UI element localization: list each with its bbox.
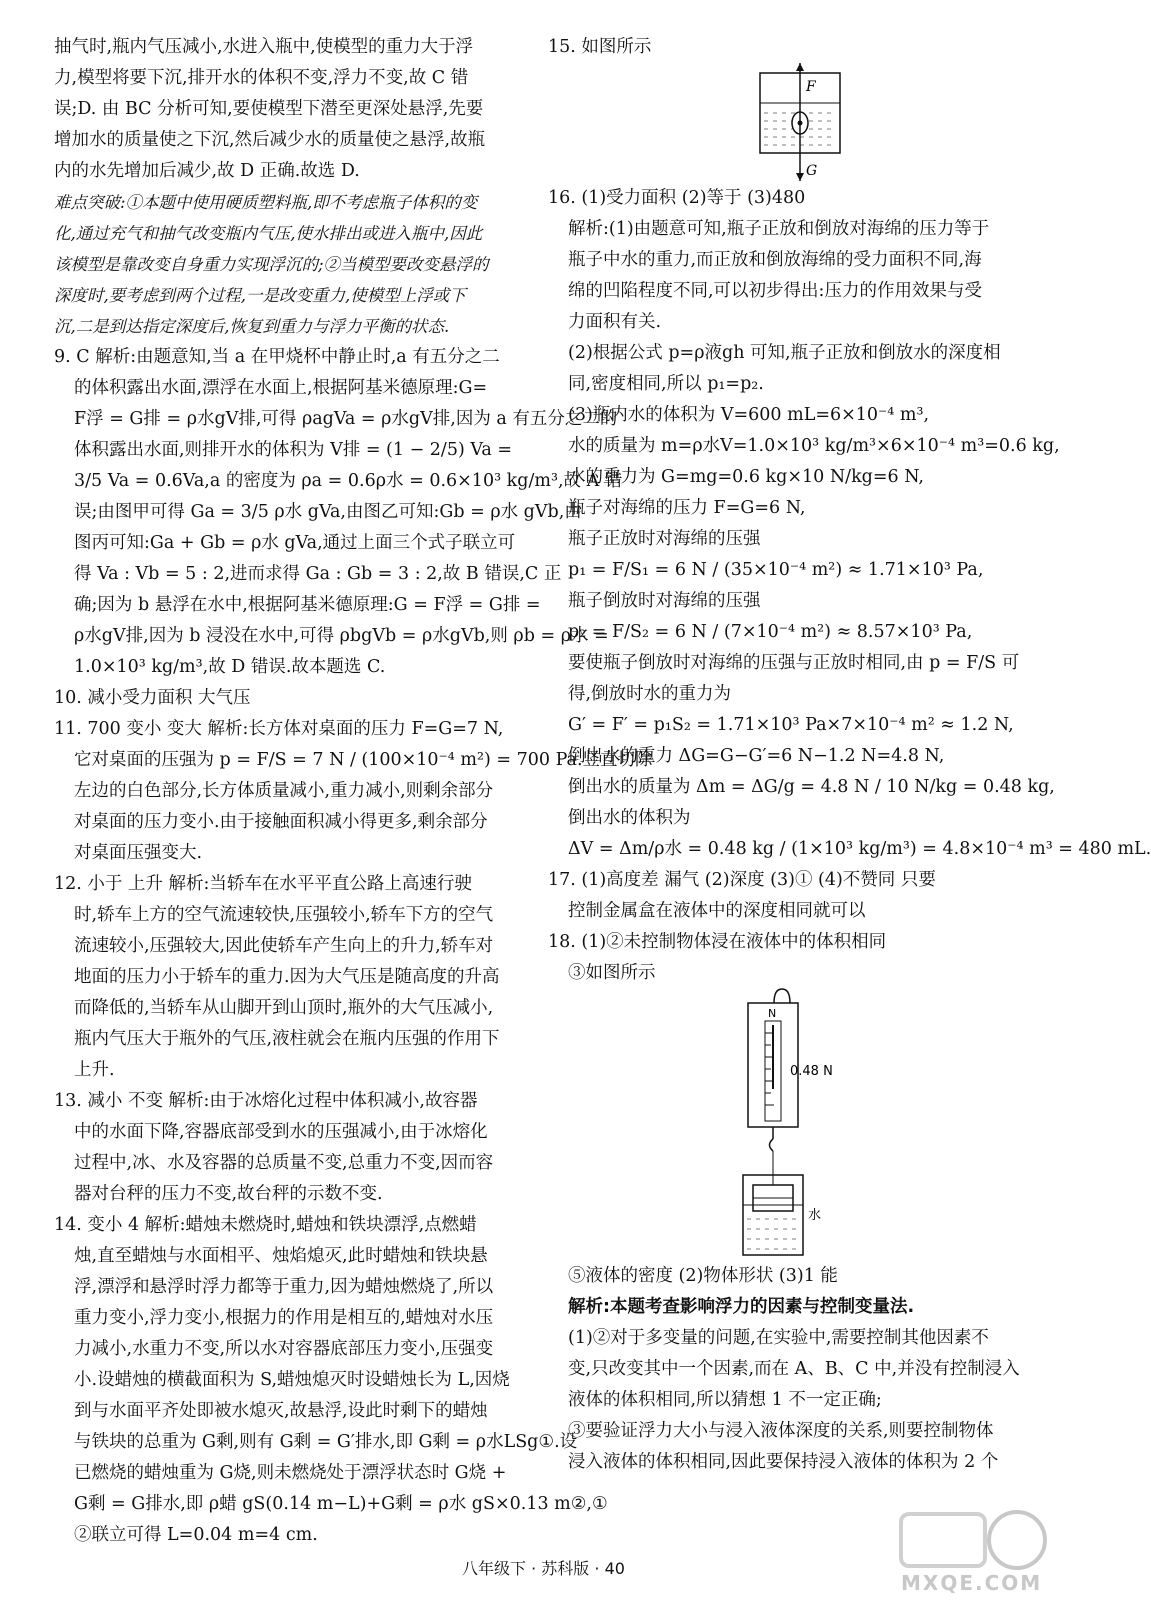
text-line: 器对台秤的压力不变,故台秤的示数不变. <box>74 1184 383 1204</box>
text-line: 时,轿车上方的空气流速较快,压强较小,轿车下方的空气 <box>74 905 494 925</box>
text-line: 流速较小,压强较大,因此使轿车产生向上的升力,轿车对 <box>74 936 494 956</box>
scale-N-label: N <box>768 1007 777 1020</box>
text-line: 水的质量为 m=ρ水V=1.0×10³ kg/m³×6×10⁻⁴ m³=0.6 kg, <box>568 436 1060 456</box>
text-line: 对桌面压强变大. <box>74 843 203 863</box>
text-line: 该模型是靠改变自身重力实现浮沉的;②当模型要改变悬浮的 <box>54 255 489 274</box>
text-line: 确;因为 b 悬浮在水中,根据阿基米德原理:G = F浮 = G排 = <box>74 595 541 615</box>
text-line: p₁ = F/S₁ = 6 N / (35×10⁻⁴ m²) ≈ 1.71×10³ Pa, <box>568 560 984 580</box>
question-18-continued <box>548 1261 1038 1478</box>
text-line: ③如图所示 <box>568 963 656 983</box>
text-line: F浮 = G排 = ρ水gV排,可得 ρagVa = ρ水gV排,因为 a 有五分之二的 <box>74 409 618 429</box>
page-footer: 八年级下 · 苏科版 · 40 <box>462 1559 625 1578</box>
text-line: 瓶子倒放时对海绵的压强 <box>568 591 761 611</box>
text-line: 而降低的,当轿车从山脚开到山顶时,瓶外的大气压减小, <box>74 998 494 1018</box>
text-line: 液体的体积相同,所以猜想 1 不一定正确; <box>568 1390 882 1410</box>
text-line: 对桌面的压力变小.由于接触面积减小得更多,剩余部分 <box>74 812 488 832</box>
question-15 <box>548 32 1038 63</box>
text-line: 已燃烧的蜡烛重为 G烧,则未燃烧处于漂浮状态时 G烧 + <box>74 1463 507 1483</box>
text-line: 内的水先增加后减少,故 D 正确.故选 D. <box>54 161 360 181</box>
text-line: ΔV = Δm/ρ水 = 0.48 kg / (1×10³ kg/m³) = 4.8×10⁻⁴ m³ = 480 mL. <box>568 839 1151 859</box>
figure-18-spring-scale <box>548 989 1038 1261</box>
text-line: 17. (1)高度差 漏气 (2)深度 (3)① (4)不赞同 只要 <box>548 870 936 890</box>
text-line: 10. 减小受力面积 大气压 <box>54 688 251 708</box>
text-line: 12. 小于 上升 解析:当轿车在水平平直公路上高速行驶 <box>54 874 472 894</box>
text-line: 误;由图甲可得 Ga = 3/5 ρ水 gVa,由图乙可知:Gb = ρ水 gVb,由 <box>74 502 582 522</box>
text-line: 得 Va : Vb = 5 : 2,进而求得 Ga : Gb = 3 : 2,故 B 错误,C 正 <box>74 564 562 584</box>
text-line: 变,只改变其中一个因素,而在 A、B、C 中,并没有控制浸入 <box>568 1359 1020 1379</box>
text-line: 瓶子中水的重力,而正放和倒放海绵的受力面积不同,海 <box>568 250 982 270</box>
text-line: 抽气时,瓶内气压减小,水进入瓶中,使模型的重力大于浮 <box>54 37 474 57</box>
text-line: p₂ = F/S₂ = 6 N / (7×10⁻⁴ m²) ≈ 8.57×10³ Pa, <box>568 622 973 642</box>
text-line: 倒出水的重力 ΔG=G−G′=6 N−1.2 N=4.8 N, <box>568 746 945 766</box>
text-line: (2)根据公式 p=ρ液gh 可知,瓶子正放和倒放水的深度相 <box>568 343 1001 363</box>
text-line: 解析:(1)由题意可知,瓶子正放和倒放对海绵的压力等于 <box>568 219 990 239</box>
text-line: 水的重力为 G=mg=0.6 kg×10 N/kg=6 N, <box>568 467 924 487</box>
scale-reading-label: 0.48 N <box>790 1064 833 1079</box>
text-line: 重力变小,浮力变小,根据力的作用是相互的,蜡烛对水压 <box>74 1308 494 1328</box>
text-line: 13. 减小 不变 解析:由于冰熔化过程中体积减小,故容器 <box>54 1091 478 1111</box>
watermark-logo <box>897 1500 1047 1595</box>
text-line: 力面积有关. <box>568 312 662 332</box>
text-line: 浮,漂浮和悬浮时浮力都等于重力,因为蜡烛燃烧了,所以 <box>74 1277 494 1297</box>
text-line: 浸入液体的体积相同,因此要保持浸入液体的体积为 2 个 <box>568 1452 999 1472</box>
text-line: 深度时,要考虑到两个过程,一是改变重力,使模型上浮或下 <box>54 286 466 305</box>
svg-text:MXQE.COM: MXQE.COM <box>901 1571 1043 1595</box>
text-line: 解析:本题考查影响浮力的因素与控制变量法. <box>568 1297 915 1317</box>
text-line: 沉,二是到达指定深度后,恢复到重力与浮力平衡的状态. <box>54 317 450 336</box>
text-line: 增加水的质量使之下沉,然后减少水的质量使之悬浮,故瓶 <box>54 130 486 150</box>
text-line: 14. 变小 4 解析:蜡烛未燃烧时,蜡烛和铁块漂浮,点燃蜡 <box>54 1215 477 1235</box>
text-line: 过程中,冰、水及容器的总质量不变,总重力不变,因而容 <box>74 1153 494 1173</box>
text-line: 中的水面下降,容器底部受到水的压强减小,由于冰熔化 <box>74 1122 488 1142</box>
text-line: 控制金属盒在液体中的深度相同就可以 <box>568 901 866 921</box>
text-line: 1.0×10³ kg/m³,故 D 错误.故本题选 C. <box>74 657 386 677</box>
text-line: 误;D. 由 BC 分析可知,要使模型下潜至更深处悬浮,先要 <box>54 99 484 119</box>
text-line: ③要验证浮力大小与浸入液体深度的关系,则要控制物体 <box>568 1421 994 1441</box>
text-line: 9. C 解析:由题意知,当 a 在甲烧杯中静止时,a 有五分之二 <box>54 347 500 367</box>
text-line: 与铁块的总重为 G剩,则有 G剩 = G′排水,即 G剩 = ρ水LSg①.设 <box>74 1432 578 1452</box>
text-line: 它对桌面的压强为 p = F/S = 7 N / (100×10⁻⁴ m²) = 700 Pa.竖直切除 <box>74 750 653 770</box>
text-line: 的体积露出水面,漂浮在水面上,根据阿基米德原理:G= <box>74 378 488 398</box>
text-line: (3)瓶内水的体积为 V=600 mL=6×10⁻⁴ m³, <box>568 405 930 425</box>
beaker-force-diagram <box>548 63 1038 183</box>
text-line: 上升. <box>74 1060 115 1080</box>
text-line: 体积露出水面,则排开水的体积为 V排 = (1 − 2/5) Va = <box>74 440 513 460</box>
text-line: 小.设蜡烛的横截面积为 S,蜡烛熄灭时设蜡烛长为 L,因烧 <box>74 1370 510 1390</box>
text-line: 15. 如图所示 <box>548 37 652 57</box>
questions-16-18 <box>548 183 1151 989</box>
text-line: 同,密度相同,所以 p₁=p₂. <box>568 374 764 394</box>
text-line: 化,通过充气和抽气改变瓶内气压,使水排出或进入瓶中,因此 <box>54 224 483 243</box>
text-line: 倒出水的体积为 <box>568 808 691 828</box>
text-line: ⑤液体的密度 (2)物体形状 (3)1 能 <box>568 1266 838 1286</box>
text-line: G剩 = G排水,即 ρ蜡 gS(0.14 m−L)+G剩 = ρ水 gS×0.13 m②,① <box>74 1494 608 1514</box>
text-line: ρ水gV排,因为 b 浸没在水中,可得 ρbgVb = ρ水gVb,则 ρb = ρ水 = <box>74 626 609 646</box>
text-line: 图丙可知:Ga + Gb = ρ水 gVa,通过上面三个式子联立可 <box>74 533 516 553</box>
text-line: 力,模型将要下沉,排开水的体积不变,浮力不变,故 C 错 <box>54 68 469 88</box>
spring-scale-diagram <box>548 989 1038 1261</box>
text-line: 要使瓶子倒放时对海绵的压强与正放时相同,由 p = F/S 可 <box>568 653 1020 673</box>
text-line: 得,倒放时水的重力为 <box>568 684 732 704</box>
text-line: 难点突破:①本题中使用硬质塑料瓶,即不考虑瓶子体积的变 <box>54 193 478 212</box>
text-line: 11. 700 变小 变大 解析:长方体对桌面的压力 F=G=7 N, <box>54 719 504 739</box>
text-line: G′ = F′ = p₁S₂ = 1.71×10³ Pa×7×10⁻⁴ m² ≈ 1.2 N, <box>568 715 1014 735</box>
text-line: 瓶子对海绵的压力 F=G=6 N, <box>568 498 806 518</box>
text-line: 绵的凹陷程度不同,可以初步得出:压力的作用效果与受 <box>568 281 982 301</box>
text-line: 地面的压力小于轿车的重力.因为大气压是随高度的升高 <box>74 967 500 987</box>
text-line: 力减小,水重力不变,所以水对容器底部压力变小,压强变 <box>74 1339 494 1359</box>
text-line: 瓶内气压大于瓶外的气压,液柱就会在瓶内压强的作用下 <box>74 1029 500 1049</box>
figure-15-beaker <box>548 63 1038 183</box>
text-line: (1)②对于多变量的问题,在实验中,需要控制其他因素不 <box>568 1328 989 1348</box>
text-line: 16. (1)受力面积 (2)等于 (3)480 <box>548 188 806 208</box>
force-F-label: F <box>806 79 816 95</box>
right-column <box>548 32 1151 1478</box>
water-label: 水 <box>808 1208 822 1223</box>
text-line: 倒出水的质量为 Δm = ΔG/g = 4.8 N / 10 N/kg = 0.48 kg, <box>568 777 1055 797</box>
text-line: 18. (1)②未控制物体浸在液体中的体积相同 <box>548 932 887 952</box>
text-line: 左边的白色部分,长方体质量减小,重力减小,则剩余部分 <box>74 781 494 801</box>
text-line: 3/5 Va = 0.6Va,a 的密度为 ρa = 0.6ρ水 = 0.6×10³ kg/m³,故 A 错 <box>74 471 623 491</box>
text-line: ②联立可得 L=0.04 m=4 cm. <box>74 1525 318 1545</box>
text-line: 到与水面平齐处即被水熄灭,故悬浮,设此时剩下的蜡烛 <box>74 1401 488 1421</box>
text-line: 瓶子正放时对海绵的压强 <box>568 529 761 549</box>
force-G-label: G <box>806 163 818 179</box>
text-line: 烛,直至蜡烛与水面相平、烛焰熄灭,此时蜡烛和铁块悬 <box>74 1246 488 1266</box>
